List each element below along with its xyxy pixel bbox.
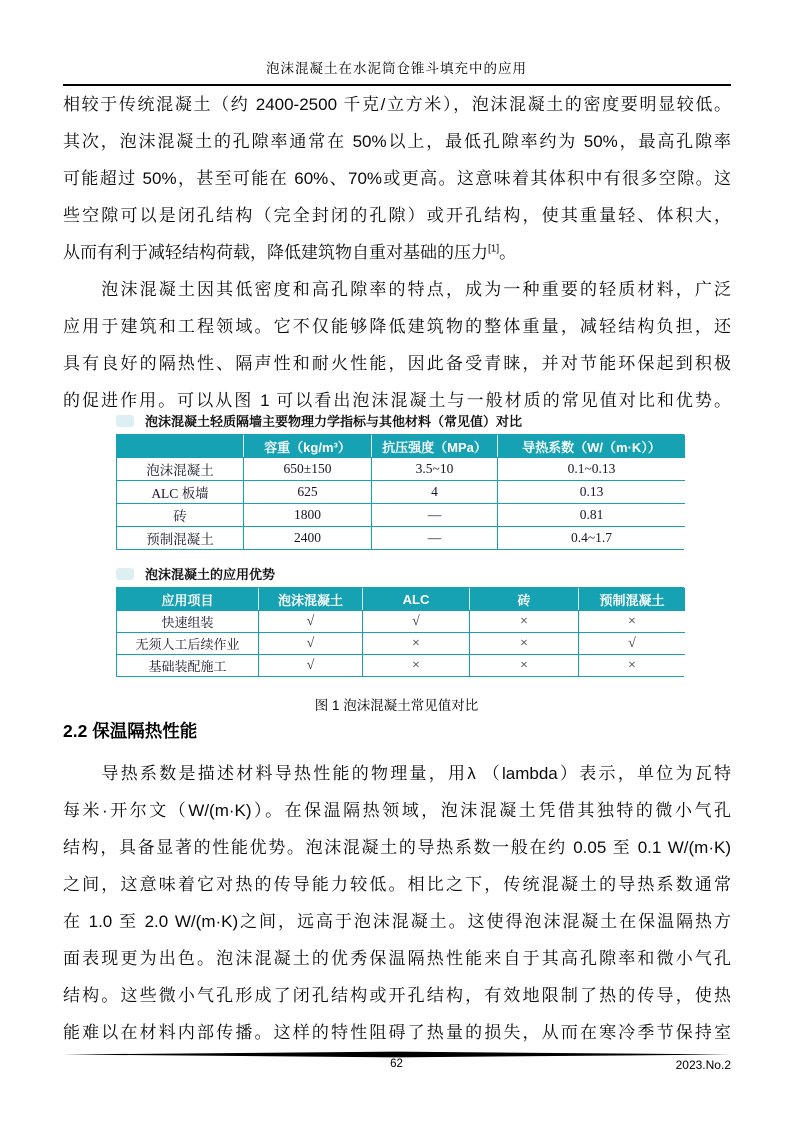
table-header-cell: 应用项目 — [117, 588, 259, 610]
table1-title — [116, 412, 684, 432]
running-header-title: 泡沫混凝土在水泥筒仓锥斗填充中的应用 — [266, 61, 527, 76]
table-cell-strength: 3.5~10 — [372, 457, 498, 480]
text-line: 结构。这些微小气孔形成了闭孔结构或开孔结构，有效地限制了热的传导，使热 — [63, 986, 731, 1005]
text-line: 其次，泡沫混凝土的孔隙率通常在 50%以上，最低孔隙率约为 50%，最高孔隙率 — [63, 132, 731, 151]
table1-title-text: 泡沫混凝土轻质隔墙主要物理力学指标与其他材料（常见值）对比 — [145, 414, 523, 429]
text-line: 之间，这意味着它对热的传导能力较低。相比之下，传统混凝土的导热系数通常 — [63, 875, 731, 894]
paragraph-1 — [63, 86, 731, 271]
citation-marker: [1] — [488, 243, 500, 255]
page-number: 62 — [390, 1058, 403, 1070]
table-cell-item: 基础装配施工 — [117, 654, 259, 676]
table2-header-row — [117, 588, 685, 610]
table-header-cell: ALC — [363, 588, 470, 610]
table-row — [117, 610, 685, 632]
table-cell-density: 650±150 — [244, 457, 372, 480]
table-row — [117, 632, 685, 654]
table2-title — [116, 565, 684, 585]
table-header-cell: 抗压强度（MPa） — [372, 435, 498, 457]
table-cell-strength: — — [372, 526, 498, 549]
table-cell-conductivity: 0.13 — [498, 480, 685, 503]
text-line: 可能超过 50%，甚至可能在 60%、70%或更高。这意味着其体积中有很多空隙。这 — [63, 169, 731, 188]
table-header-cell: 导热系数（W/（m·K）） — [498, 435, 685, 457]
table-cell-density: 2400 — [244, 526, 372, 549]
table-cell-foam-concrete: √ — [259, 632, 363, 654]
table-header-cell: 砖 — [470, 588, 579, 610]
application-advantages-table-wrap — [116, 587, 684, 677]
table-row — [117, 503, 685, 526]
text-line: 的促进作用。可以从图 1 可以看出泡沫混凝土与一般材质的常见值对比和优势。 — [63, 391, 731, 410]
table-header-cell: 泡沫混凝土 — [259, 588, 363, 610]
table2-body — [117, 610, 685, 676]
application-advantages-table — [117, 588, 685, 676]
table-cell-brick: × — [470, 610, 579, 632]
table2-title-text: 泡沫混凝土的应用优势 — [145, 567, 276, 582]
table-row — [117, 457, 685, 480]
issue-label: 2023.No.2 — [675, 1058, 731, 1072]
table-cell-precast: × — [579, 610, 685, 632]
table-cell-item: 无须人工后续作业 — [117, 632, 259, 654]
table-cell-conductivity: 0.4~1.7 — [498, 526, 685, 549]
table-cell-conductivity: 0.1~0.13 — [498, 457, 685, 480]
text-line: 相较于传统混凝土（约 2400-2500 千克/立方米），泡沫混凝土的密度要明显较低。 — [63, 95, 731, 114]
text-line: 结构，具备显著的性能优势。泡沫混凝土的导热系数一般在约 0.05 至 0.1 W/(m·K) — [63, 838, 731, 857]
text-line: 在 1.0 至 2.0 W/(m·K)之间，远高于泡沫混凝土。这使得泡沫混凝土在保温隔热方 — [63, 912, 731, 931]
paragraph-3 — [63, 755, 731, 1051]
table-header-cell: 容重（kg/m³） — [244, 435, 372, 457]
physical-properties-table-wrap — [116, 434, 684, 550]
table-cell-foam-concrete: √ — [259, 610, 363, 632]
table-cell-alc: √ — [363, 610, 470, 632]
text-line: 每米·开尔文（W/(m·K)）。在保温隔热领域，泡沫混凝土凭借其独特的微小气孔 — [63, 801, 731, 820]
text-run: 从而有利于减轻结构荷载，降低建筑物自重对基础的压力 — [63, 243, 488, 262]
table-cell-alc: × — [363, 632, 470, 654]
table-cell-material: 泡沫混凝土 — [117, 457, 244, 480]
table-cell-density: 625 — [244, 480, 372, 503]
table-cell-density: 1800 — [244, 503, 372, 526]
physical-properties-table — [117, 435, 685, 549]
table-cell-alc: × — [363, 654, 470, 676]
table-row — [117, 480, 685, 503]
table-cell-foam-concrete: √ — [259, 654, 363, 676]
table-cell-conductivity: 0.81 — [498, 503, 685, 526]
table-row — [117, 654, 685, 676]
table-cell-brick: × — [470, 654, 579, 676]
text-run: 。 — [499, 243, 517, 262]
paragraph-2 — [63, 271, 731, 419]
text-line: 导热系数是描述材料导热性能的物理量，用λ （lambda）表示，单位为瓦特 — [63, 764, 731, 783]
paragraph-1-lines — [63, 86, 731, 234]
text-line: 面表现更为出色。泡沫混凝土的优秀保温隔热性能来自于其高孔隙率和微小气孔 — [63, 949, 731, 968]
text-line: 具有良好的隔热性、隔声性和耐火性能，因此备受青睐，并对节能环保起到积极 — [63, 354, 731, 373]
title-marker-icon — [116, 415, 134, 427]
text-line: 些空隙可以是闭孔结构（完全封闭的孔隙）或开孔结构，使其重量轻、体积大， — [63, 206, 731, 225]
table-row — [117, 526, 685, 549]
text-line: 能难以在材料内部传播。这样的特性阻碍了热量的损失，从而在寒冷季节保持室 — [63, 1023, 731, 1042]
footer-rule — [63, 1051, 731, 1058]
table-header-cell: 预制混凝土 — [579, 588, 685, 610]
table1-body — [117, 457, 685, 549]
table-cell-material: ALC 板墙 — [117, 480, 244, 503]
figure-1 — [116, 412, 684, 677]
title-marker-icon — [116, 568, 134, 580]
table-cell-material: 砖 — [117, 503, 244, 526]
text-line: 泡沫混凝土因其低密度和高孔隙率的特点，成为一种重要的轻质材料，广泛 — [63, 280, 731, 299]
text-line-with-citation — [63, 234, 731, 271]
table1-header-row — [117, 435, 685, 457]
table-cell-brick: × — [470, 632, 579, 654]
table-cell-precast: √ — [579, 632, 685, 654]
table-cell-strength: 4 — [372, 480, 498, 503]
table-cell-precast: × — [579, 654, 685, 676]
table-cell-strength: — — [372, 503, 498, 526]
section-heading: 2.2 保温隔热性能 — [63, 721, 198, 741]
text-line: 应用于建筑和工程领域。它不仅能够降低建筑物的整体重量，减轻结构负担，还 — [63, 317, 731, 336]
figure-caption: 图 1 泡沫混凝土常见值对比 — [314, 698, 479, 713]
table-cell-item: 快速组装 — [117, 610, 259, 632]
table-cell-material: 预制混凝土 — [117, 526, 244, 549]
table-header-cell — [117, 435, 244, 457]
